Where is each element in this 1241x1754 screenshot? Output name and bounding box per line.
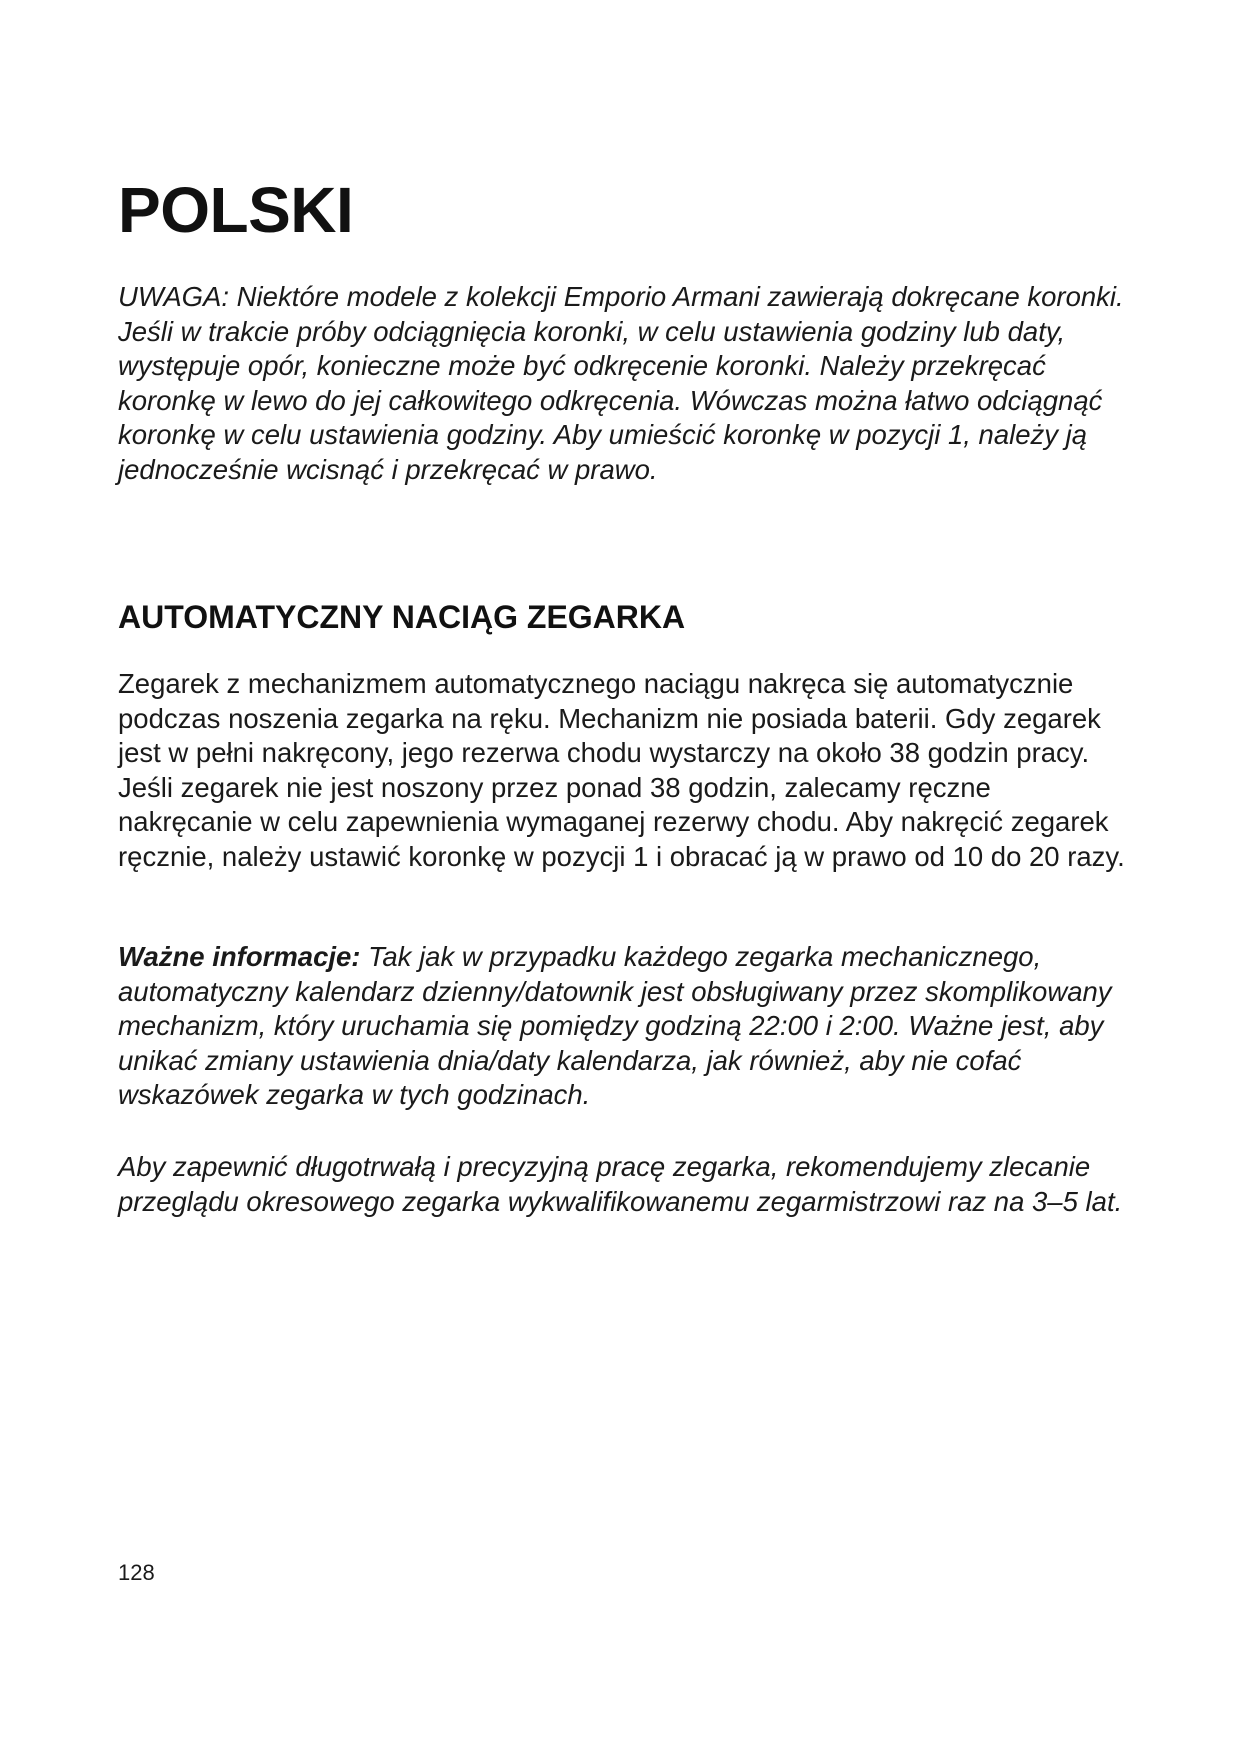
important-info-label: Ważne informacje: [118,941,361,972]
page-title: POLSKI [118,174,354,246]
page-number: 128 [118,1560,155,1585]
section-heading: AUTOMATYCZNY NACIĄG ZEGARKA [118,599,686,635]
service-note-paragraph: Aby zapewnić długotrwałą i precyzyjną pracę zegarka, rekomendujemy zlecanie przeglądu okresowego zegarka wykwalifikowanemu zegarmistrzowi raz na 3–5 lat. [118,1151,1123,1217]
warning-paragraph: UWAGA: Niektóre modele z kolekcji Emporio Armani zawierają dokręcane koronki. Jeśli w trakcie próby odciągnięcia koronki, w celu ustawienia godziny lub daty, występuje opór, konieczne może być odkręcenie koronki. Należy przekręcać koronkę w lewo do jej całkowitego odkręcenia. Wówczas można łatwo odciągnąć koronkę w celu ustawienia godziny. Aby umieścić koronkę w pozycji 1, należy ją jednocześnie wcisnąć i przekręcać w prawo. [118,281,1124,485]
section-body-paragraph: Zegarek z mechanizmem automatycznego naciągu nakręca się automatycznie podczas noszenia zegarka na ręku. Mechanizm nie posiada baterii. Gdy zegarek jest w pełni nakręcony, jego rezerwa chodu wystarczy na około 38 godzin pracy. Jeśli zegarek nie jest noszony przez ponad 38 godzin, zalecamy ręczne nakręcanie w celu zapewnienia wymaganej rezerwy chodu. Aby nakręcić zegarek ręcznie, należy ustawić koronkę w pozycji 1 i obracać ją w prawo od 10 do 20 razy. [118,668,1125,872]
important-info-paragraph [118,940,1128,1113]
important-info-text: Tak jak w przypadku każdego zegarka mechanicznego, automatyczny kalendarz dzienny/datownik jest obsługiwany przez skomplikowany mechanizm, który uruchamia się pomiędzy godziną 22:00 i 2:00. Ważne jest, aby unikać zmiany ustawienia dnia/daty kalendarza, jak również, aby nie cofać wskazówek zegarka w tych godzinach. [118,941,1112,1110]
